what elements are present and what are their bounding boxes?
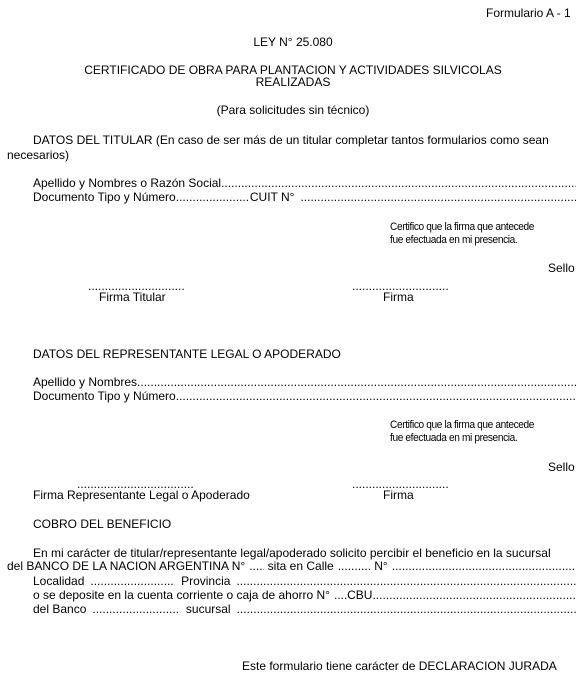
- titular-doc-field[interactable]: [176, 190, 250, 204]
- declaration-footer: Este formulario tiene carácter de DECLARACION JURADA: [242, 659, 557, 673]
- cobro-localidad-field[interactable]: [90, 574, 175, 588]
- cobro-street-label: sita en Calle: [267, 559, 334, 573]
- titular-heading-line2: necesarios): [7, 148, 70, 162]
- cobro-banco-field[interactable]: [92, 602, 180, 616]
- cobro-bank-label: del BANCO DE LA NACION ARGENTINA N°: [7, 559, 246, 573]
- cobro-heading: COBRO DEL BENEFICIO: [33, 517, 172, 531]
- titular-name-field[interactable]: [221, 176, 576, 190]
- cobro-account-field[interactable]: [334, 588, 347, 602]
- cobro-cbu-field[interactable]: [372, 588, 576, 602]
- representante-name-label: Apellido y Nombres: [33, 375, 138, 389]
- cobro-provincia-field[interactable]: [236, 574, 576, 588]
- cobro-provincia-label: Provincia: [181, 574, 231, 588]
- subtitle: (Para solicitudes sin técnico): [216, 103, 370, 117]
- cobro-account-row[interactable]: [33, 588, 576, 602]
- cobro-sucursal-field[interactable]: [237, 602, 576, 616]
- law-title: LEY N° 25.080: [253, 35, 333, 49]
- cobro-location-row[interactable]: [33, 574, 576, 588]
- titular-seal: Sello: [548, 261, 575, 275]
- cobro-localidad-label: Localidad: [33, 574, 85, 588]
- representante-seal: Sello: [548, 460, 575, 474]
- titular-cuit-label: CUIT N°: [249, 190, 295, 204]
- cobro-cbu-label: CBU: [347, 588, 373, 602]
- certificate-title-line2: REALIZADAS: [255, 75, 331, 89]
- cobro-street-number-field[interactable]: [392, 559, 576, 573]
- titular-certify-line1: Certifico que la firma que antecede: [390, 221, 535, 233]
- representante-doc-field[interactable]: [176, 389, 576, 403]
- titular-cuit-field[interactable]: [300, 190, 576, 204]
- representante-certify-line2: fue efectuada en mi presencia.: [390, 432, 518, 444]
- cobro-banco-label: del Banco: [33, 602, 87, 616]
- representante-certify-line1: Certifico que la firma que antecede: [390, 419, 535, 431]
- representante-name-row[interactable]: [33, 375, 576, 389]
- cobro-line1: En mi carácter de titular/representante legal/apoderado solicito percibir el beneficio en la sucursal: [33, 546, 551, 560]
- titular-firma-label: Firma: [383, 290, 414, 304]
- titular-doc-label: Documento Tipo y Número: [33, 190, 176, 204]
- cobro-street-field[interactable]: [338, 559, 371, 573]
- form-code: Formulario A - 1: [486, 6, 571, 20]
- titular-name-row[interactable]: [33, 176, 576, 190]
- cobro-sucursal-label: sucursal: [185, 602, 231, 616]
- titular-certify-line2: fue efectuada en mi presencia.: [390, 234, 518, 246]
- titular-doc-row[interactable]: [33, 190, 576, 204]
- cobro-account-label: o se deposite en la cuenta corriente o caja de ahorro N°: [33, 588, 330, 602]
- titular-heading-line1: DATOS DEL TITULAR (En caso de ser más de un titular completar tantos formularios como sean: [33, 133, 549, 147]
- representante-heading: DATOS DEL REPRESENTANTE LEGAL O APODERADO: [33, 347, 341, 361]
- representante-doc-label: Documento Tipo y Número: [33, 389, 176, 403]
- cobro-bank-row[interactable]: [7, 559, 576, 573]
- cobro-branch-number-field[interactable]: [249, 559, 263, 573]
- certificate-title-line1: CERTIFICADO DE OBRA PARA PLANTACION Y ACTIVIDADES SILVICOLAS: [84, 63, 502, 77]
- cobro-street-number-label: N°: [374, 559, 388, 573]
- representante-firma-label: Firma: [383, 488, 414, 502]
- representante-signature-label: Firma Representante Legal o Apoderado: [33, 488, 250, 502]
- cobro-banco-row[interactable]: [33, 602, 576, 616]
- titular-signature-label: Firma Titular: [99, 290, 166, 304]
- representante-name-field[interactable]: [137, 375, 576, 389]
- titular-name-label: Apellido y Nombres o Razón Social: [33, 176, 222, 190]
- representante-doc-row[interactable]: [33, 389, 576, 403]
